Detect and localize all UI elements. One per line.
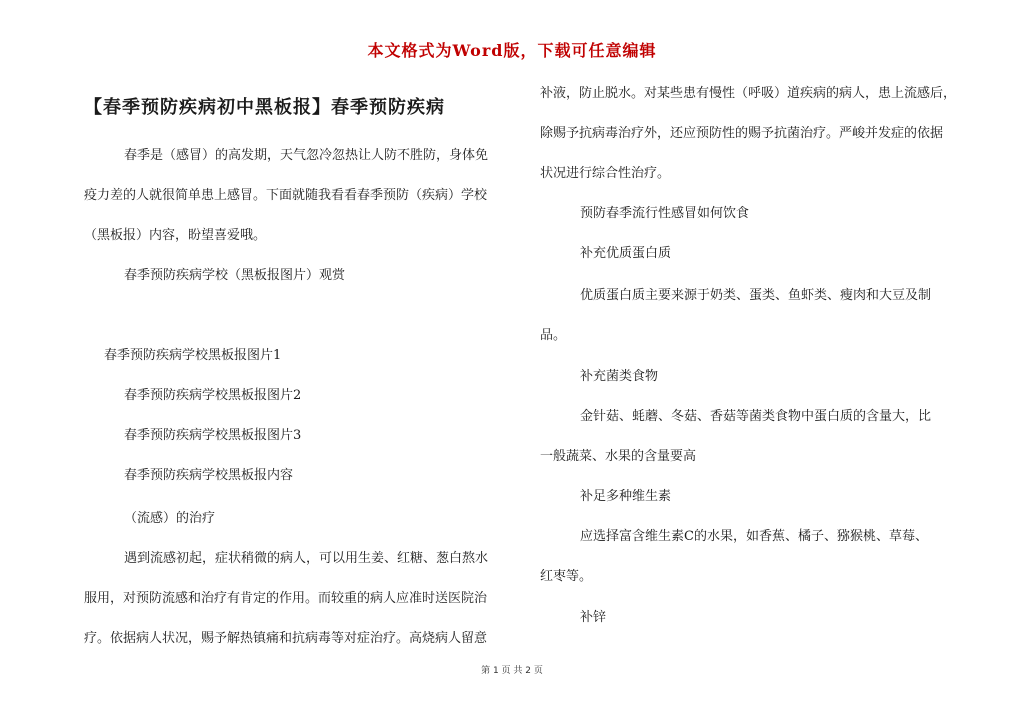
paragraph-line: 春季预防疾病学校（黑板报图片）观赏 bbox=[124, 268, 346, 283]
paragraph-line: （黑板报）内容，盼望喜爱哦。 bbox=[84, 228, 267, 243]
section-heading: 补充菌类食物 bbox=[580, 369, 659, 384]
image-caption: 春季预防疾病学校黑板报图片2 bbox=[124, 388, 302, 403]
paragraph-line: 除赐予抗病毒治疗外，还应预防性的赐予抗菌治疗。严峻并发症的依据 bbox=[540, 126, 944, 141]
section-heading: （流感）的治疗 bbox=[124, 511, 216, 526]
paragraph-line: 优质蛋白质主要来源于奶类、蛋类、鱼虾类、瘦肉和大豆及制 bbox=[580, 288, 932, 303]
paragraph-line: 疗。依据病人状况，赐予解热镇痛和抗病毒等对症治疗。高烧病人留意 bbox=[84, 631, 488, 646]
paragraph-line: 遇到流感初起，症状稍微的病人，可以用生姜、红糖、葱白熬水 bbox=[124, 551, 489, 566]
section-heading: 补充优质蛋白质 bbox=[580, 246, 672, 261]
format-banner: 本文格式为Word版，下载可任意编辑 bbox=[367, 41, 657, 60]
paragraph-line: 补液，防止脱水。对某些患有慢性（呼吸）道疾病的病人，患上流感后， bbox=[540, 86, 957, 101]
paragraph-line: 应选择富含维生素C的水果，如香蕉、橘子、猕猴桃、草莓、 bbox=[580, 529, 928, 544]
image-caption: 春季预防疾病学校黑板报图片3 bbox=[124, 428, 302, 443]
paragraph-line: 红枣等。 bbox=[540, 569, 593, 584]
paragraph-line: 疫力差的人就很简单患上感冒。下面就随我看看春季预防（疾病）学校 bbox=[84, 188, 488, 203]
section-heading: 补足多种维生素 bbox=[580, 489, 672, 504]
paragraph-line: 春季是（感冒）的高发期，天气忽冷忽热让人防不胜防，身体免 bbox=[124, 148, 489, 163]
paragraph-line: 一般蔬菜、水果的含量要高 bbox=[540, 449, 697, 464]
paragraph-line: 服用，对预防流感和治疗有肯定的作用。而较重的病人应准时送医院治 bbox=[84, 591, 488, 606]
section-heading: 补锌 bbox=[580, 610, 607, 625]
paragraph-line: 品。 bbox=[540, 328, 567, 343]
section-heading: 预防春季流行性感冒如何饮食 bbox=[580, 206, 750, 221]
image-caption: 春季预防疾病学校黑板报图片1 bbox=[104, 348, 282, 363]
page-footer: 第 1 页 共 2 页 bbox=[481, 666, 543, 676]
section-heading: 春季预防疾病学校黑板报内容 bbox=[124, 468, 294, 483]
paragraph-line: 状况进行综合性治疗。 bbox=[540, 166, 671, 181]
document-title: 【春季预防疾病初中黑板报】春季预防疾病 bbox=[84, 97, 445, 118]
paragraph-line: 金针菇、蚝蘑、冬菇、香菇等菌类食物中蛋白质的含量大，比 bbox=[580, 409, 932, 424]
